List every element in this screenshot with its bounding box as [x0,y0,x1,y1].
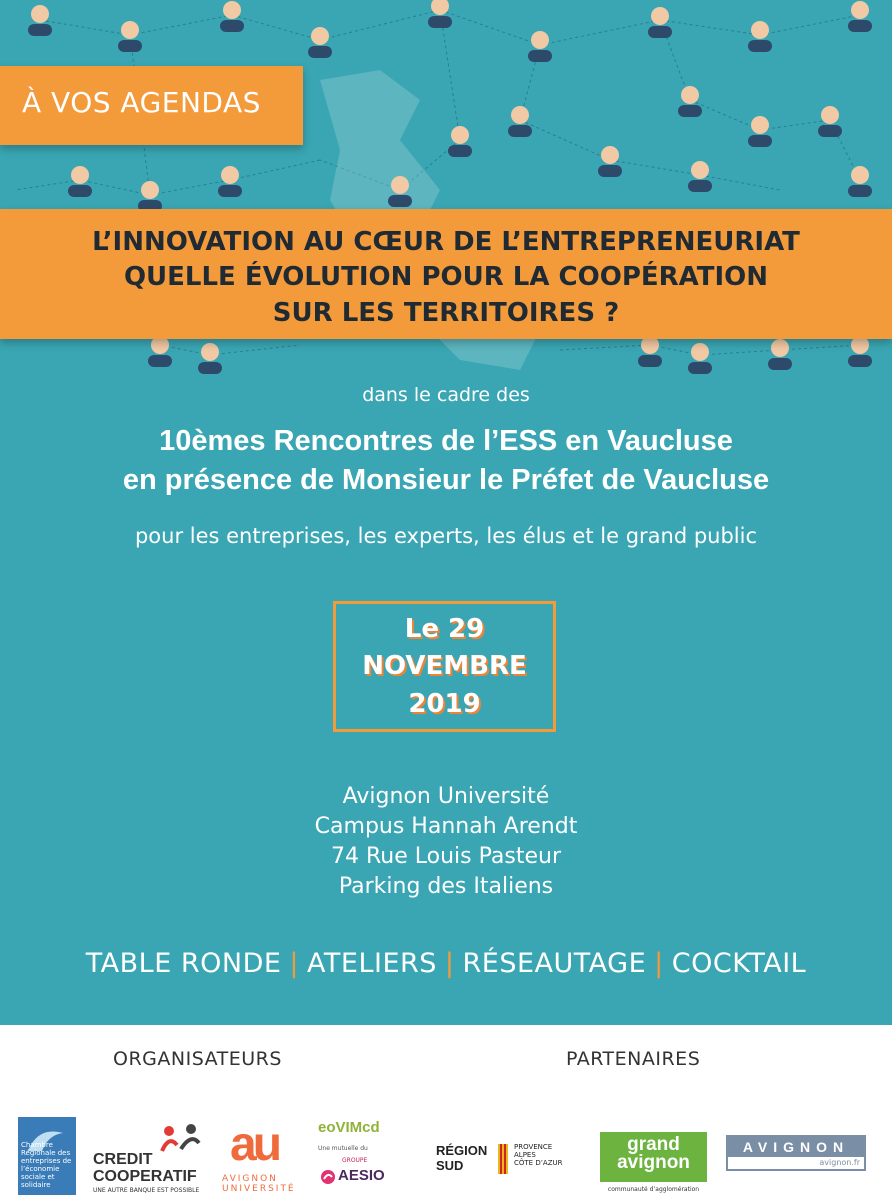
region-flag-icon [498,1144,508,1174]
title-line-1: L’INNOVATION AU CŒUR DE L’ENTREPRENEURIAT [92,227,800,257]
avatar [448,126,472,157]
date-year: 2019 [408,689,481,719]
grand-avignon-subtitle: communauté d’agglomération [607,1186,700,1193]
date-day: Le 29 [404,614,485,644]
evimed-sub: Une mutuelle du [318,1145,368,1152]
evimed-group: GROUPE [342,1157,368,1164]
footer [0,1025,892,1200]
avatar [648,7,672,38]
avatar [428,0,452,28]
agenda-banner [0,66,303,145]
grand-avignon-logo [600,1132,707,1193]
event-title-line-2: en présence de Monsieur le Préfet de Vaucluse [122,464,770,496]
avignon-universite-mark: au [230,1118,279,1171]
avatar [638,336,662,367]
avatar [848,336,872,367]
avignon-city-url: avignon.fr [819,1158,860,1167]
avatar [148,336,172,367]
date-month: NOVEMBRE [362,651,527,681]
evimed-logo [318,1119,400,1199]
address-line-4: Parking des Italiens [338,874,554,899]
separator: | [289,948,300,979]
title-line-2: QUELLE ÉVOLUTION POUR LA COOPÉRATION [123,262,769,292]
address-line-2: Campus Hannah Arendt [314,814,578,839]
date-box [333,601,556,732]
activity-item: TABLE RONDE [85,948,282,979]
activity-item: ATELIERS [307,948,437,979]
event-title-line-1: 10èmes Rencontres de l’ESS en Vaucluse [159,425,733,457]
address-line-3: 74 Rue Louis Pasteur [331,844,561,869]
title-banner [0,209,892,339]
avatar [28,5,52,36]
aesio-swoosh-icon [320,1169,336,1185]
organisers-heading: ORGANISATEURS [113,1048,282,1070]
activities-bar [0,948,892,979]
avatar [748,116,772,147]
avatar [528,31,552,62]
avatar [848,1,872,32]
chambre-regionale-logo [18,1117,76,1195]
avignon-city-name: AVIGNON [728,1137,864,1157]
avignon-universite-name: AVIGNON UNIVERSITÉ [222,1174,296,1194]
activity-item: COCKTAIL [671,948,807,979]
avatar [848,166,872,197]
region-sud-subtitle: PROVENCE ALPES CÔTE D’AZUR [514,1143,563,1167]
activity-item: RÉSEAUTAGE [462,948,647,979]
avatar [508,106,532,137]
chambre-text: Chambre Régionale des entreprises de l’économie sociale et solidaire [21,1141,72,1189]
title-line-3: SUR LES TERRITOIRES ? [272,298,620,328]
grand-avignon-name: grand avignon [617,1134,690,1173]
event-intro: dans le cadre des [362,384,530,406]
credit-cooperatif-logo [93,1123,208,1195]
avatar [768,339,792,370]
credit-cooperatif-tagline: UNE AUTRE BANQUE EST POSSIBLE [93,1187,200,1194]
avatar [308,27,332,58]
credit-cooperatif-people-icon [159,1123,203,1153]
address-line-1: Avignon Université [342,784,550,809]
avatar [138,181,162,212]
partners-heading: PARTENAIRES [566,1048,701,1070]
avatar [118,21,142,52]
credit-cooperatif-name: CREDIT COOPERATIF [93,1151,197,1185]
aesio-name: AESIO [338,1167,385,1184]
event-audience: pour les entreprises, les experts, les élus et le grand public [134,524,758,548]
region-sud-name: RÉGION SUD [436,1143,488,1173]
separator: | [654,948,664,979]
region-sud-logo [436,1143,576,1183]
avignon-city-logo [726,1135,866,1171]
avignon-universite-logo [222,1117,296,1197]
avatar [688,343,712,374]
avatar [748,21,772,52]
avatar [220,1,244,32]
separator: | [444,948,455,979]
agenda-label: À VOS AGENDAS [22,86,261,119]
avatar [198,343,222,374]
evimed-name: eoVIMcd [318,1119,380,1136]
avatar [678,86,702,117]
